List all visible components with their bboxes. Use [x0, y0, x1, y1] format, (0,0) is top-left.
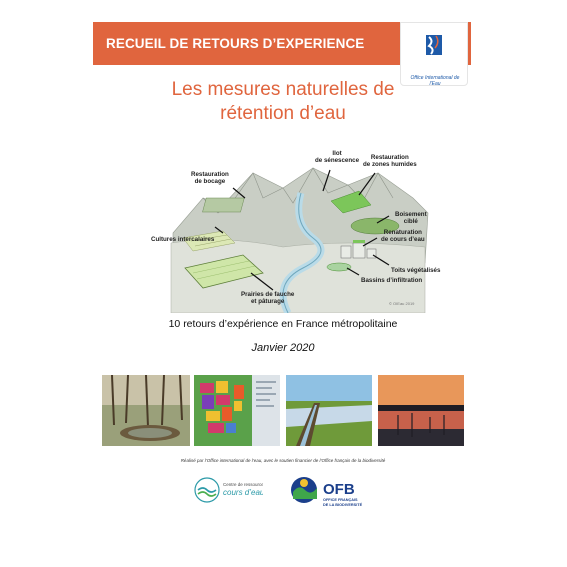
cours-deau-emblem-icon	[193, 472, 263, 512]
cours-deau-big-text: cours d’eau	[223, 488, 263, 497]
sunset-wetland-photo	[378, 375, 464, 446]
ofb-logo	[290, 472, 380, 512]
document-title-line1: Les mesures naturelles de	[171, 79, 395, 100]
diagram-label-restauration-zones: Restauration de zones humides	[363, 154, 417, 168]
ofb-emblem-icon	[290, 472, 380, 512]
landscape-illustration	[163, 143, 433, 313]
diagram-label-renaturation: Renaturation de cours d’eau	[381, 229, 425, 243]
ofb-sub2: DE LA BIODIVERSITÉ	[323, 503, 363, 507]
diagram-label-cultures: Cultures intercalaires	[151, 236, 215, 243]
photo-strip	[102, 375, 464, 446]
oieau-logo	[400, 22, 468, 86]
document-subtitle: 10 retours d’expérience en France métropolitaine	[168, 318, 398, 330]
banner-title: RECUEIL DE RETOURS D’EXPERIENCE	[106, 36, 365, 51]
oieau-emblem-icon	[401, 23, 467, 75]
flooded-field-photo	[286, 375, 372, 446]
cours-deau-logo	[193, 472, 263, 512]
ofb-sub1: OFFICE FRANÇAIS	[323, 498, 358, 502]
diagram-copyright: © OIEau 2019	[389, 301, 415, 306]
document-title-line2: rétention d’eau	[220, 103, 346, 124]
landscape-diagram	[151, 143, 441, 313]
diagram-label-prairies: Prairies de fauche et pâturage	[241, 291, 295, 305]
document-date: Janvier 2020	[251, 342, 315, 354]
diagram-label-boisement: Boisement ciblé	[395, 211, 427, 225]
ofb-acronym: OFB	[323, 481, 355, 498]
forest-pond-photo	[102, 375, 190, 446]
report-cover	[93, 20, 473, 550]
oieau-logo-text: Office International de l’Eau	[410, 75, 460, 87]
diagram-label-toits: Toits végétalisés	[391, 267, 441, 274]
diagram-label-ilot: Ilot de sénescence	[315, 150, 360, 164]
map-plots-photo	[194, 375, 280, 446]
credit-line: Réalisé par l’Office international de l’eau, avec le soutien financier de l’Office français de la biodiversité	[180, 458, 386, 463]
diagram-label-restauration-bocage: Restauration de bocage	[191, 171, 229, 185]
cours-deau-small-text: Centre de ressources	[223, 482, 263, 487]
diagram-label-bassins: Bassins d’infiltration	[361, 277, 423, 284]
